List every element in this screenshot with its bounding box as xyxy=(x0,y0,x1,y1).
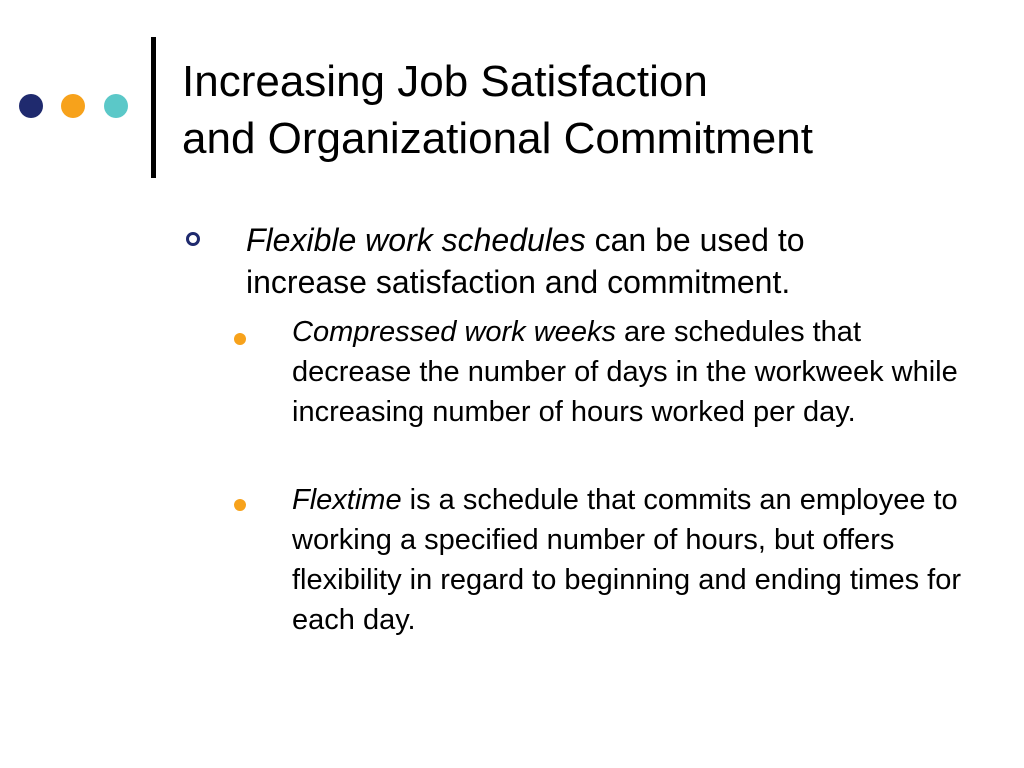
sub-bullet-item-compressed-work-weeks xyxy=(292,312,972,432)
slide-title-line-1: Increasing Job Satisfaction xyxy=(182,57,708,106)
bullet-lead-term: Flexible work schedules xyxy=(246,222,586,258)
sub-bullet-item-flextime xyxy=(292,480,972,640)
bullet-text-line-2: increase satisfaction and commitment. xyxy=(246,264,791,300)
bullet-circle-icon xyxy=(186,232,200,246)
slide-title-line-2: and Organizational Commitment xyxy=(182,114,813,163)
bullet-text-line-1: can be used to xyxy=(585,222,805,258)
decorative-dot-teal xyxy=(104,94,128,118)
slide-title xyxy=(182,53,813,167)
decorative-dot-navy xyxy=(19,94,43,118)
bullet-item-flexible-schedules xyxy=(246,219,976,303)
sub-bullet-text: are schedules that decrease the number of days in the workweek while increasing number of hours worked per day. xyxy=(292,316,958,428)
sub-bullet-dot-icon xyxy=(234,333,246,345)
sub-bullet-text: is a schedule that commits an employee to working a specified number of hours, but offers flexibility in regard to beginning and ending times for each day. xyxy=(292,484,962,636)
title-divider-bar xyxy=(151,37,156,178)
sub-bullet-lead-term: Compressed work weeks xyxy=(292,316,616,348)
sub-bullet-lead-term: Flextime xyxy=(292,484,402,516)
sub-bullet-dot-icon xyxy=(234,499,246,511)
decorative-dot-orange xyxy=(61,94,85,118)
